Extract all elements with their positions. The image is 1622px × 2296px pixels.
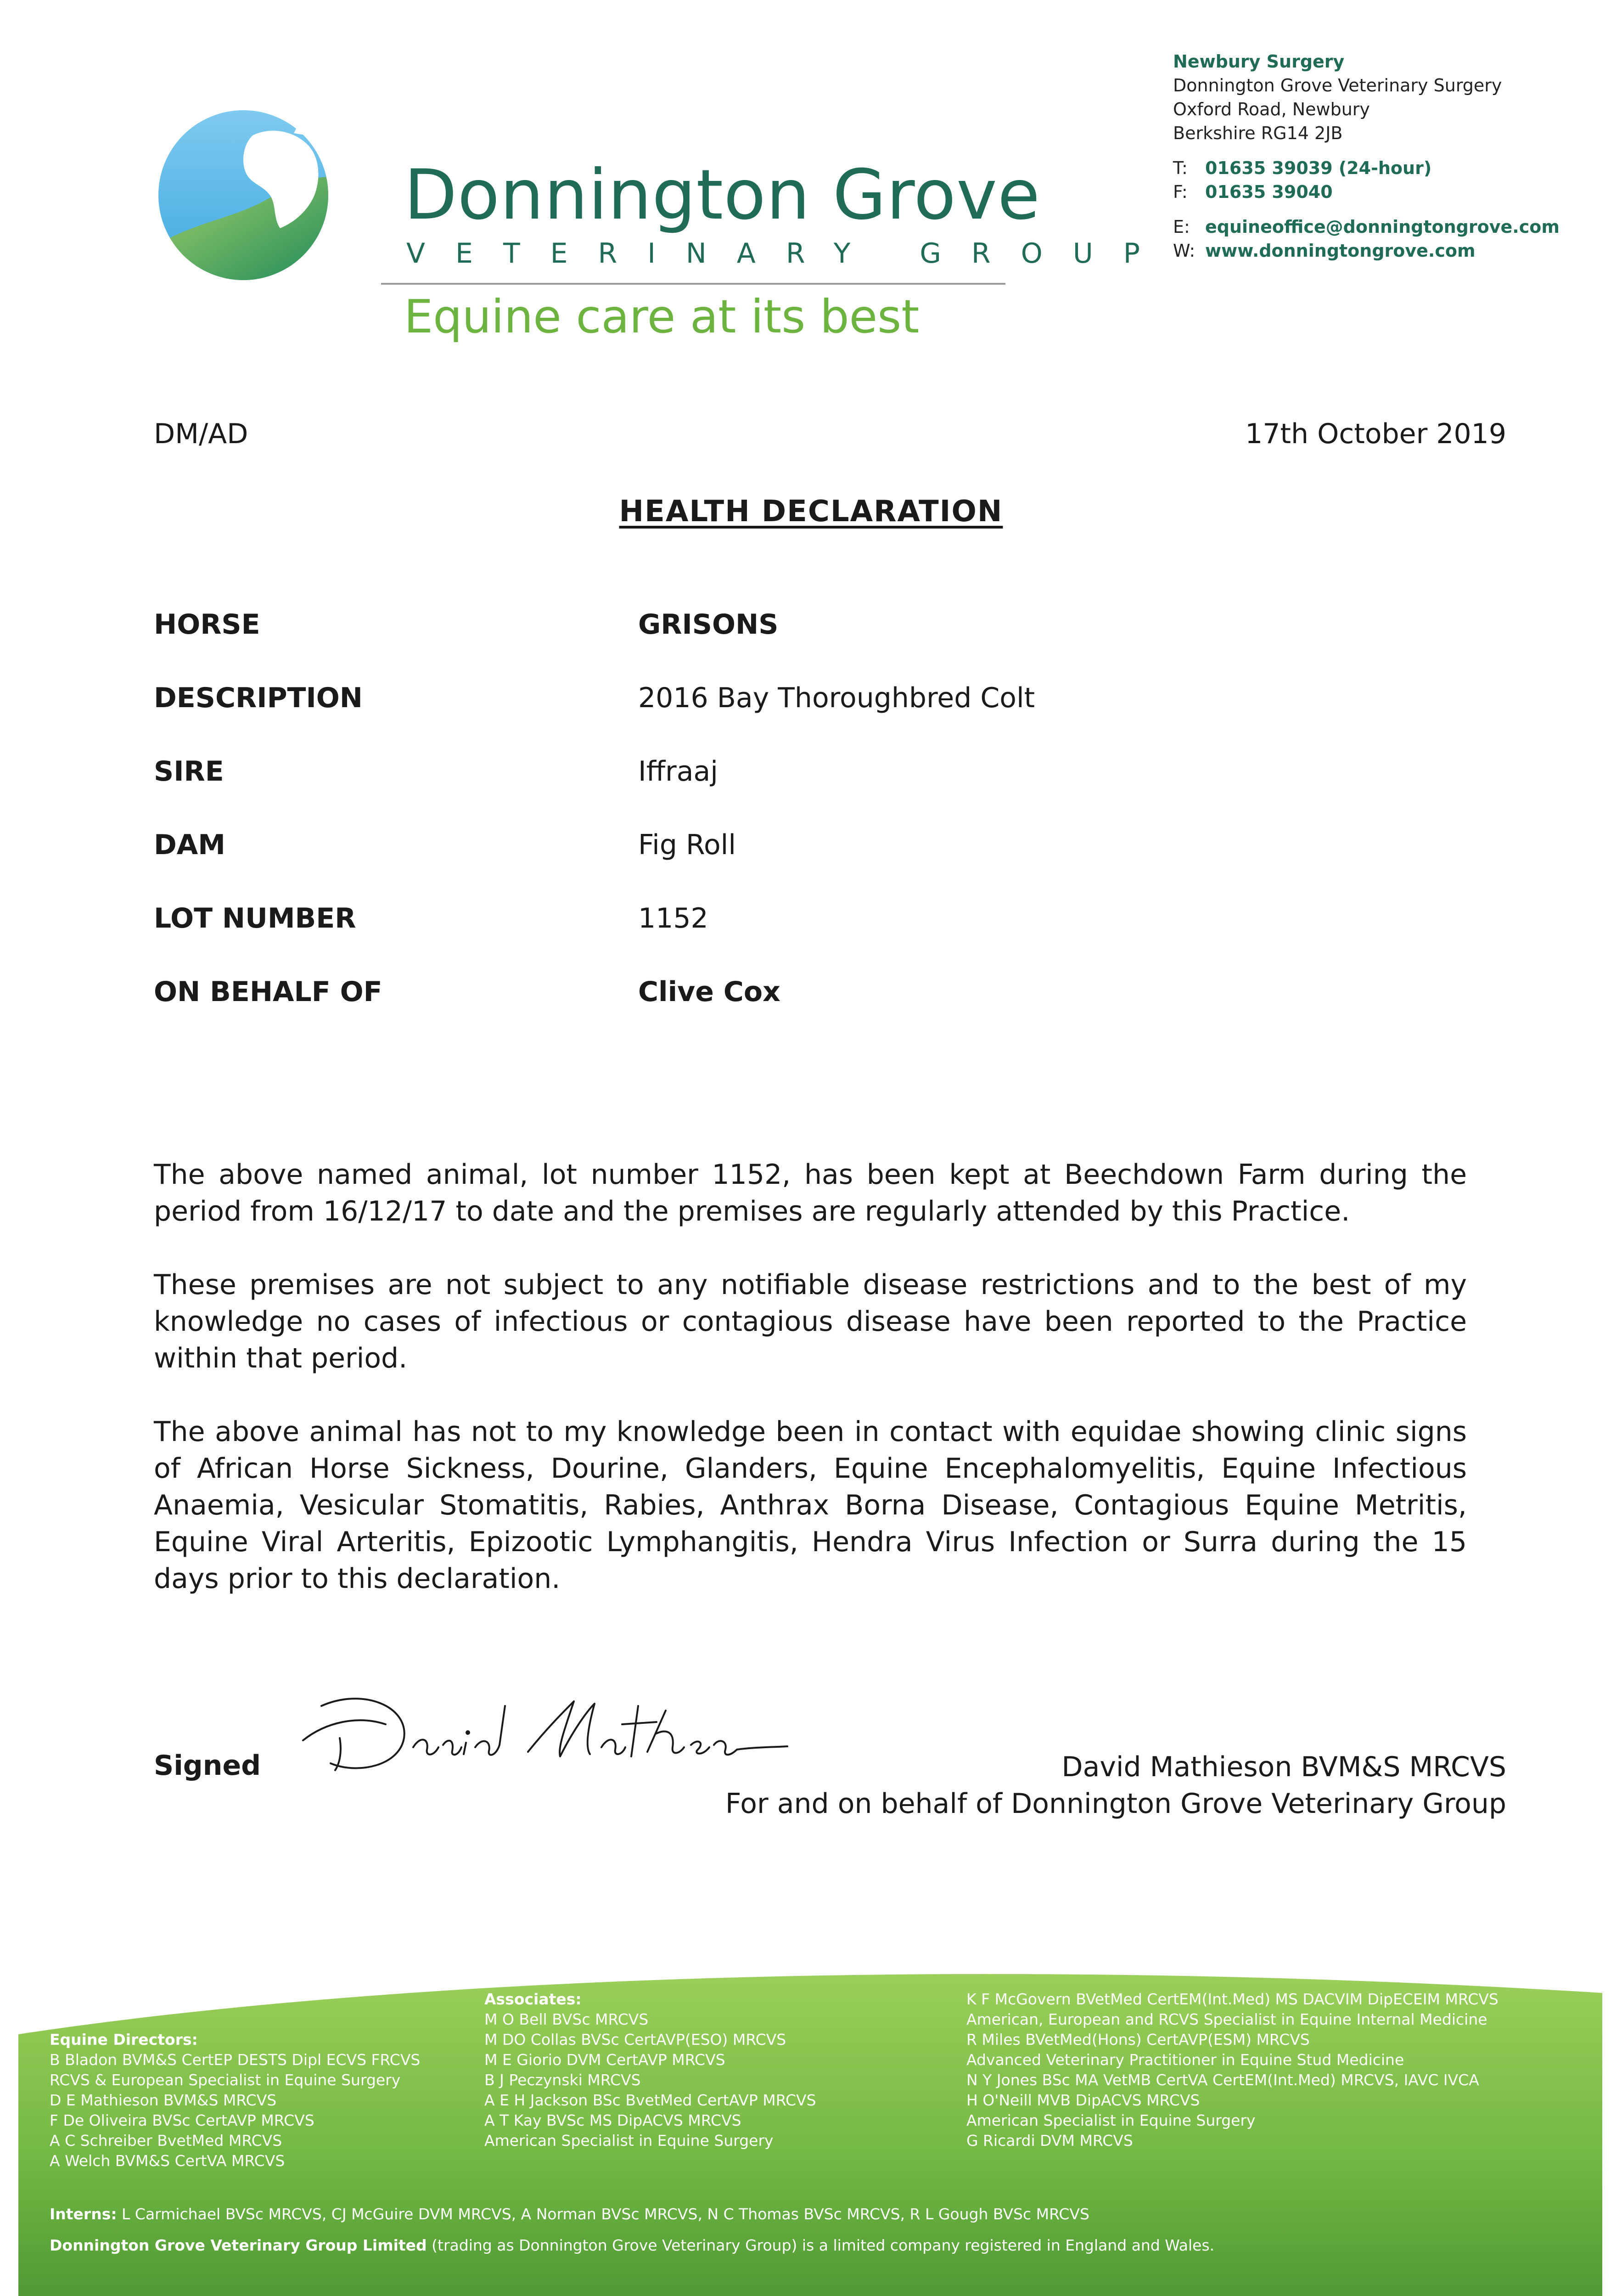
detail-value: Clive Cox (638, 976, 780, 1008)
interns-label: Interns: (50, 2205, 117, 2223)
consultant-entry: American Specialist in Equine Surgery (966, 2111, 1256, 2129)
brand-subtitle: VETERINARY GROUP (406, 237, 1170, 270)
interns-list: L Carmichael BVSc MRCVS, CJ McGuire DVM MRCVS, A Norman BVSc MRCVS, N C Thomas BVSc MRCVS, R L Gough BVSc MRCVS (117, 2205, 1089, 2223)
detail-label: ON BEHALF OF (154, 976, 382, 1008)
consultant-entry: N Y Jones BSc MA VetMB CertVA CertEM(Int.Med) MRCVS, IAVC IVCA (966, 2071, 1479, 2089)
company-name: Donnington Grove Veterinary Group Limited (50, 2236, 427, 2254)
detail-label: DESCRIPTION (154, 682, 363, 714)
surgery-address-block (1173, 50, 1560, 263)
declaration-paragraph-restrictions: These premises are not subject to any notifiable disease restrictions and to the best of my knowledge no cases of infectious or contagious disease have been reported to the Practice within that period. (154, 1269, 1467, 1374)
document-title: HEALTH DECLARATION (619, 495, 1003, 529)
associate-entry: American Specialist in Equine Surgery (484, 2132, 774, 2150)
director-entry: F De Oliveira BVSc CertAVP MRCVS (50, 2111, 314, 2129)
fax-row (1173, 180, 1560, 204)
email-label: E: (1173, 217, 1190, 237)
consultant-entry: G Ricardi DVM MRCVS (966, 2132, 1133, 2150)
horse-head-globe-icon (156, 108, 331, 282)
directors-heading: Equine Directors: (50, 2031, 198, 2048)
fax-label: F: (1173, 182, 1188, 202)
signed-label: Signed (154, 1750, 261, 1782)
associate-entry: A T Kay BVSc MS DipACVS MRCVS (484, 2111, 741, 2129)
director-entry: B Bladon BVM&S CertEP DESTS Dipl ECVS FRCVS (50, 2051, 421, 2069)
footer-company-info (50, 2235, 1214, 2256)
email-address: equineoffice@donningtongrove.com (1205, 217, 1560, 237)
detail-label: DAM (154, 829, 225, 861)
footer-interns (50, 2204, 1089, 2224)
brand-tagline: Equine care at its best (404, 290, 920, 343)
brand-name: Donnington Grove (404, 155, 1041, 235)
associate-entry: B J Peczynski MRCVS (484, 2071, 641, 2089)
associate-entry: M O Bell BVSc MRCVS (484, 2010, 649, 2028)
director-entry: D E Mathieson BVM&S MRCVS (50, 2091, 277, 2109)
consultant-entry: H O'Neill MVB DipACVS MRCVS (966, 2091, 1200, 2109)
signatory-role: For and on behalf of Donnington Grove Veterinary Group (725, 1788, 1506, 1820)
website-url: www.donningtongrove.com (1205, 241, 1476, 261)
email-row (1173, 215, 1560, 239)
telephone-number: 01635 39039 (24-hour) (1205, 158, 1432, 178)
signatory-block (725, 1749, 1506, 1822)
surgery-name: Newbury Surgery (1173, 51, 1345, 72)
detail-label: HORSE (154, 608, 260, 641)
consultant-entry: Advanced Veterinary Practitioner in Equine Stud Medicine (966, 2051, 1404, 2069)
footer-consultants (966, 1989, 1499, 2151)
signatory-name: David Mathieson BVM&S MRCVS (1061, 1751, 1506, 1783)
director-entry: A Welch BVM&S CertVA MRCVS (50, 2152, 285, 2170)
website-row (1173, 239, 1560, 263)
director-entry: A C Schreiber BvetMed MRCVS (50, 2132, 282, 2150)
website-label: W: (1173, 241, 1195, 261)
brand-divider (381, 283, 1005, 285)
handwritten-signature (289, 1678, 794, 1784)
detail-value: Iffraaj (638, 755, 718, 788)
fax-number: 01635 39040 (1205, 182, 1333, 202)
associates-heading: Associates: (484, 1990, 582, 2008)
address-line: Donnington Grove Veterinary Surgery (1173, 75, 1502, 96)
letter-date: 17th October 2019 (1245, 418, 1506, 450)
letter-reference: DM/AD (154, 418, 248, 450)
consultant-entry: R Miles BVetMed(Hons) CertAVP(ESM) MRCVS (966, 2031, 1310, 2048)
detail-value: 2016 Bay Thoroughbred Colt (638, 682, 1035, 714)
detail-label: SIRE (154, 755, 224, 788)
address-line: Berkshire RG14 2JB (1173, 123, 1343, 143)
telephone-row (1173, 156, 1560, 180)
declaration-paragraph-premises: The above named animal, lot number 1152, has been kept at Beechdown Farm during the period from 16/12/17 to date and the premises are regularly attended by this Practice. (154, 1159, 1467, 1227)
consultant-entry: K F McGovern BVetMed CertEM(Int.Med) MS DACVIM DipECEIM MRCVS (966, 1990, 1499, 2008)
director-entry: RCVS & European Specialist in Equine Surgery (50, 2071, 401, 2089)
footer-associates (484, 1989, 816, 2151)
associate-entry: M E Giorio DVM CertAVP MRCVS (484, 2051, 725, 2069)
associate-entry: A E H Jackson BSc BvetMed CertAVP MRCVS (484, 2091, 816, 2109)
address-line: Oxford Road, Newbury (1173, 99, 1370, 119)
company-registration-text: (trading as Donnington Grove Veterinary Group) is a limited company registered in England and Wales. (427, 2236, 1215, 2254)
telephone-label: T: (1173, 158, 1188, 178)
footer-directors (50, 2030, 420, 2171)
associate-entry: M DO Collas BVSc CertAVP(ESO) MRCVS (484, 2031, 786, 2048)
declaration-paragraph-diseases: The above animal has not to my knowledge been in contact with equidae showing clinic signs of African Horse Sickness, Dourine, Glanders, Equine Encephalomyelitis, Equine Infectious Anaemia, Vesicular Stomatitis, Rabies, Anthrax Borna Disease, Contagious Equine Metritis, Equine Viral Arteritis, Epizootic Lymphangitis, Hendra Virus Infection or Surra during the 15 days prior to this declaration. (154, 1416, 1467, 1595)
detail-value: GRISONS (638, 608, 779, 641)
detail-value: 1152 (638, 902, 708, 934)
consultant-entry: American, European and RCVS Specialist in Equine Internal Medicine (966, 2010, 1487, 2028)
detail-value: Fig Roll (638, 829, 736, 861)
detail-label: LOT NUMBER (154, 902, 356, 934)
